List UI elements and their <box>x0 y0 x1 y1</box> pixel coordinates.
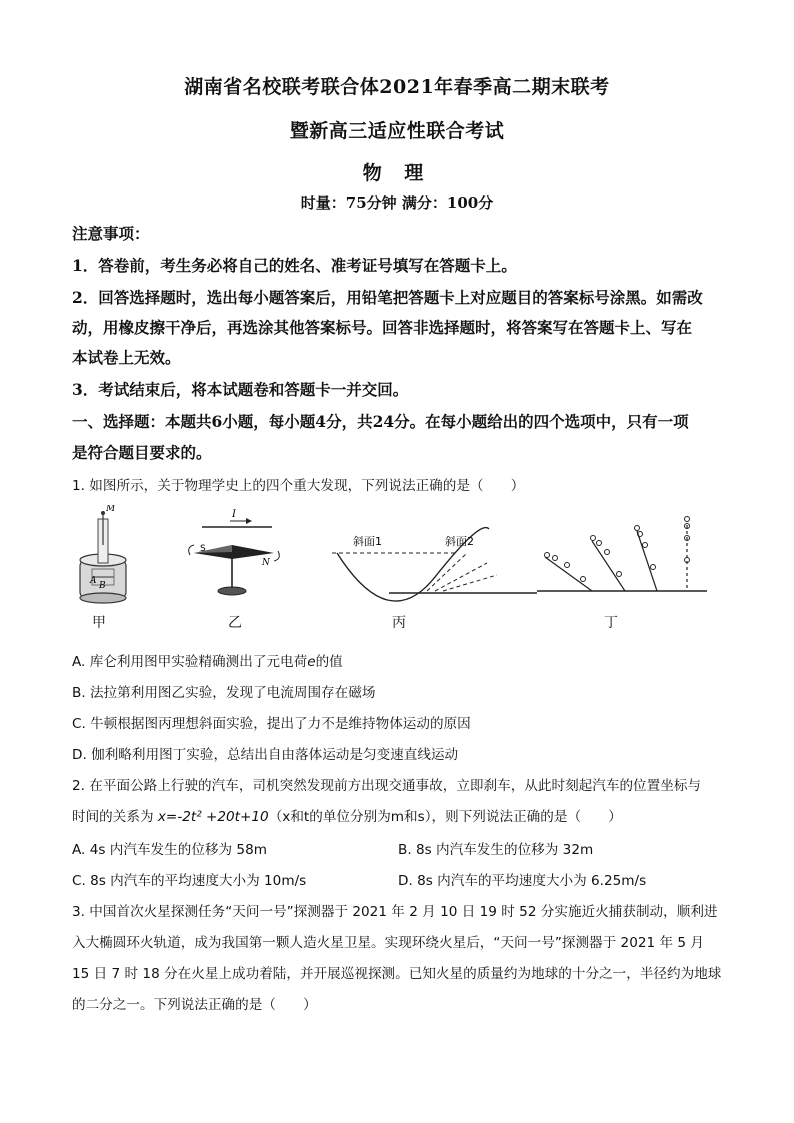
label-b: B <box>99 581 106 591</box>
question-2-option-d: D. 8s 内汽车的平均速度大小为 6.25m/s <box>398 873 647 889</box>
section-heading-line-1: 一、选择题：本题共6小题，每小题4分，共24分。在每小题给出的四个选项中，只有一项 <box>72 412 689 431</box>
subject-title: 物 理 <box>362 162 432 184</box>
exam-info: 时量：75分钟 满分：100分 <box>300 194 494 212</box>
figure-jia-apparatus <box>80 505 126 603</box>
question-3-line-3: 15 日 7 时 18 分在火星上成功着陆，并开展巡视探测。已知火星的质量约为地球的十分之一，半径约为地球 <box>72 966 722 982</box>
question-3-line-1: 3. 中国首次火星探测任务“天问一号”探测器于 2021 年 2 月 10 日 19 时 52 分实施近火捕获制动，顺利进 <box>72 904 718 920</box>
note-item-2-line-1: 2．回答选择题时，选出每小题答案后，用铅笔把答题卡上对应题目的答案标号涂黑。如需改 <box>72 288 703 307</box>
section-heading-line-2: 是符合题目要求的。 <box>72 443 212 462</box>
exam-title: 湖南省名校联考联合体2021年春季高二期末联考 <box>184 76 610 98</box>
figure-label-bing: 丙 <box>392 615 406 631</box>
label-m: M <box>106 505 116 514</box>
exam-subtitle: 暨新高三适应性联合考试 <box>289 120 505 142</box>
question-1-option-d: D. 伽利略利用图丁实验，总结出自由落体运动是匀变速直线运动 <box>72 747 459 763</box>
question-2-line-2: 时间的关系为 x=-2t² +20t+10（x和t的单位分别为m和s），则下列说法正确的是（ ） <box>72 809 622 825</box>
figure-label-ding: 丁 <box>604 615 618 631</box>
label-incline-1: 斜面1 <box>353 535 382 548</box>
label-n: N <box>262 558 270 568</box>
label-incline-2: 斜面2 <box>445 535 474 548</box>
notes-heading: 注意事项： <box>72 224 150 243</box>
question-2-option-a: A. 4s 内汽车发生的位移为 58m <box>72 842 267 858</box>
question-1-option-a: A. 库仑利用图甲实验精确测出了元电荷e的值 <box>72 654 343 670</box>
label-s: S <box>200 544 206 554</box>
figure-bing-inclines <box>332 528 537 601</box>
label-a: A <box>90 576 97 586</box>
question-2-option-c: C. 8s 内汽车的平均速度大小为 10m/s <box>72 873 307 889</box>
note-item-2-line-3: 本试卷上无效。 <box>72 348 181 367</box>
figure-ding-galileo <box>537 517 707 592</box>
note-item-3: 3．考试结束后，将本试题卷和答题卡一并交回。 <box>72 380 409 399</box>
note-item-1: 1．答卷前，考生务必将自己的姓名、准考证号填写在答题卡上。 <box>72 256 517 275</box>
question-1-option-b: B. 法拉第利用图乙实验，发现了电流周围存在磁场 <box>72 685 376 701</box>
question-1-option-c: C. 牛顿根据图丙理想斜面实验，提出了力不是维持物体运动的原因 <box>72 716 471 732</box>
figure-label-yi: 乙 <box>228 615 242 631</box>
note-item-2-line-2: 动，用橡皮擦干净后，再选涂其他答案标号。回答非选择题时，将答案写在答题卡上、写在 <box>72 318 693 337</box>
question-3-line-2: 入大椭圆环火轨道，成为我国第一颗人造火星卫星。实现环绕火星后，“天问一号”探测器于 2021 年 5 月 <box>72 935 704 951</box>
question-2-line-1: 2. 在平面公路上行驶的汽车，司机突然发现前方出现交通事故，立即刹车，从此时刻起汽车的位置坐标与 <box>72 778 702 794</box>
figure-label-jia: 甲 <box>92 615 106 631</box>
question-2-option-b: B. 8s 内汽车发生的位移为 32m <box>398 842 594 858</box>
question-1-stem: 1. 如图所示，关于物理学史上的四个重大发现，下列说法正确的是（ ） <box>72 478 525 494</box>
question-3-line-4: 的二分之一。下列说法正确的是（ ） <box>72 997 317 1013</box>
figure-yi-compass <box>189 509 280 595</box>
label-current: I <box>232 509 236 520</box>
